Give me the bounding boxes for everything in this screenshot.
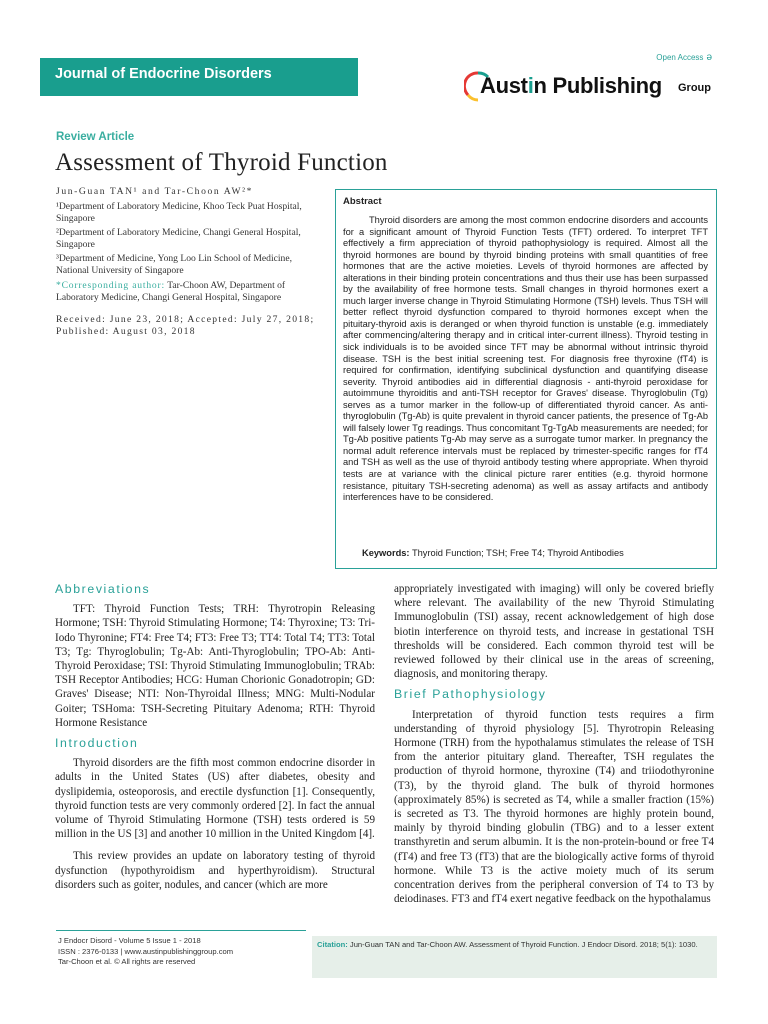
- corresponding-text: Tar-Choon AW, Department of Laboratory Medicine, Changi General Hospital, Singapore: [56, 279, 286, 303]
- publisher-name-accent: i: [527, 73, 534, 98]
- corresponding-label: *Corresponding author:: [56, 279, 165, 291]
- abstract-box: [335, 189, 717, 569]
- introduction-paragraph-2: This review provides an update on laboratory testing of thyroid dysfunction (hypothyroidism and hyperthyroidism). Structural disorders such as goiter, nodules, and cancer (which are more: [55, 850, 375, 891]
- publisher-group: Group: [678, 82, 711, 94]
- abstract-text: Thyroid disorders are among the most common endocrine disorders and accounts for a significant amount of Thyroid Function Tests (TFT) ordered. To interpret TFT effectively a firm appreciation of thyroid pathophysiology is required. Almost all the thyroid hormones are bound by thyroid binding proteins with small quantities of free hormones that are the active moieties. Levels of thyroid hormones are affected by alterations in their binding protein concentrations and thus their use has been surpassed by the availability of free hormone tests. Small changes in thyroid hormones exert a much larger inverse change in Thyroid Stimulating Hormone (TSH) levels. Thus TSH will better reflect thyroid dysfunction compared to thyroid hormones except when the pituitary-thyroid axis is deranged or when thyroid function is unstable (e.g. immediately after commencing/altering therapy and in critical inter-current illness). Thyroid testing in sick individuals is to be avoided since TFT may be abnormal without intrinsic thyroid disease. TSH is the best initial screening test. For diagnosis free thyroxine (fT4) is required for confirmation, identifying subclinical dysfunction and quantifying disease severity. Thyroid antibodies aid in differential diagnosis - anti-thyroid peroxidase for autoimmune thyroiditis and anti-TSH receptor for Graves' disease. Thyroglobulin (Tg) serves as a tumor marker in the follow-up of differentiated thyroid cancer. As anti-thyroglobulin (Tg-Ab) is quite prevalent in thyroid cancer patients, the presence of Tg-Ab will falsely lower Tg readings. Thus concomitant Tg-TgAb measurements are needed; for Tg-Ab positive patients Tg-Ab may serve as a surrogate tumor marker. In pregnancy the normal adult reference intervals must be replaced by trimester-specific ranges for fT4 and TSH as well as the use of thyroid antibody testing where appropriate. When thyroid tests are at variance with the clinical picture rarer entities (e.g. thyroid hormone resistance, pituitary TSH-secreting adenoma) as well as assay artifacts and antibody interferences have to be considered.: [343, 215, 708, 503]
- right-continuation-paragraph: appropriately investigated with imaging) will only be covered briefly where relevant. The availability of the new Thyroid Stimulating Immunoglobulin (TSI) assay, recent acknowledgement of high dose biotin interference on thyroid tests, and increase in gestational TSH thresholds will be considered. Each common thyroid test will be reviewed followed by their clinical use in the areas of screening, diagnosis, and monitoring therapy.: [394, 583, 714, 681]
- abbreviations-heading: Abbreviations: [55, 582, 151, 596]
- footer-volume: J Endocr Disord - Volume 5 Issue 1 - 2018: [58, 936, 201, 945]
- pathophysiology-paragraph-1: Interpretation of thyroid function tests requires a firm understanding of thyroid physiology [5]. Thyrotropin Releasing Hormone (TRH) from the hypothalamus stimulates the release of TSH from the anterior pituitary gland. Thereafter, TSH regulates the production of thyroid hormone, thyroxine (T4) and triiodothyronine (T3), by the thyroid gland. The bulk of thyroid hormones (approximately 85%) is secreted as T4, while a smaller fraction (15%) is secreted as T3. The thyroid hormones are highly protein bound, mainly by thyroid binding globulin (TBG) and to a lesser extent transthyretin and serum albumin. It is the non-protein-bound or free T4 (fT4) and free T3 (fT3) that are the biologically active forms of thyroid hormone. While T3 is the active moiety much of its serum concentration derives from the peripheral conversion of T4 to T3 by deiodinases. FT3 and fT4 exert negative feedback on the hypothalamus: [394, 708, 714, 906]
- article-dates: Received: June 23, 2018; Accepted: July 27, 2018; Published: August 03, 2018: [56, 313, 315, 337]
- corresponding-author: [56, 280, 324, 305]
- citation-label: Citation:: [317, 940, 348, 949]
- keywords-label: Keywords:: [362, 548, 410, 558]
- publisher-name-part2: n Publishing: [533, 73, 662, 98]
- open-access-label: [656, 52, 712, 63]
- abbreviations-text: TFT: Thyroid Function Tests; TRH: Thyrotropin Releasing Hormone; TSH: Thyroid Stimulating Hormone; T4: Thyroxine; T3: Tri-Iodo Thyronine; FT4: Free T4; FT3: Free T3; TT4: Total T4; TT3: Total T3; Tg: Thyroglobulin; Tg-Ab: Anti-Thyroglobulin; TPO-Ab: Anti-Thyroid Peroxidase; TSI: Thyroid Stimulating Immunoglobulin; TRAb: TSH Receptor Antibodies; HCG: Human Chorionic Gonadotropin; GD: Graves' Disease; NTI: Non-Thyroidal Illness; MNG: Multi-Nodular Goiter; TSHoma: TSH-Secreting Pituitary Adenoma; RTH: Thyroid Hormone Resistance: [55, 603, 375, 729]
- footer-citation: [312, 936, 717, 978]
- footer-journal-info: [58, 936, 308, 968]
- abstract-heading: Abstract: [343, 196, 382, 207]
- affiliation-2: ²Department of Laboratory Medicine, Changi General Hospital, Singapore: [56, 226, 301, 250]
- open-access-icon: ə: [706, 52, 712, 63]
- authors: Jun-Guan TAN¹ and Tar-Choon AW²*: [56, 186, 254, 197]
- right-column: [394, 582, 714, 914]
- article-type: Review Article: [56, 131, 135, 143]
- publisher-name-part1: Aust: [480, 73, 528, 98]
- left-column: [55, 582, 375, 900]
- affiliation-3: ³Department of Medicine, Yong Loo Lin School of Medicine, National University of Singapore: [56, 252, 293, 276]
- introduction-paragraph-1: Thyroid disorders are the fifth most common endocrine disorder in adults in the United States (US) after diabetes, obesity and dyslipidemia, osteoporosis, and erectile dysfunction [1]. Consequently, thyroid function tests are very commonly ordered [2]. In fact the annual volume of Thyroid Stimulating Hormone (TSH) tests ordered is 59 million in the US [3] and another 10 million in the United Kingdom [4].: [55, 757, 375, 841]
- footer-divider: [56, 930, 306, 931]
- open-access-text: Open Access: [656, 53, 704, 62]
- affiliation-1: ¹Department of Laboratory Medicine, Khoo Teck Puat Hospital, Singapore: [56, 200, 302, 224]
- citation-text: Jun-Guan TAN and Tar-Choon AW. Assessment of Thyroid Function. J Endocr Disord. 2018; 5(1): 1030.: [347, 940, 698, 949]
- keywords-text: Thyroid Function; TSH; Free T4; Thyroid Antibodies: [409, 548, 624, 558]
- footer-copyright: Tar-Choon et al. © All rights are reserved: [58, 957, 196, 966]
- article-title: Assessment of Thyroid Function: [55, 149, 388, 176]
- publisher-name: [480, 73, 662, 99]
- footer-issn: ISSN : 2376-0133 | www.austinpublishinggroup.com: [58, 946, 234, 956]
- journal-banner: [40, 58, 358, 96]
- journal-title: Journal of Endocrine Disorders: [55, 66, 272, 82]
- keywords: [362, 548, 624, 558]
- authors-block: [56, 186, 324, 339]
- introduction-heading: Introduction: [55, 736, 139, 751]
- publisher-logo: [464, 66, 724, 106]
- pathophysiology-heading: Brief Pathophysiology: [394, 687, 547, 702]
